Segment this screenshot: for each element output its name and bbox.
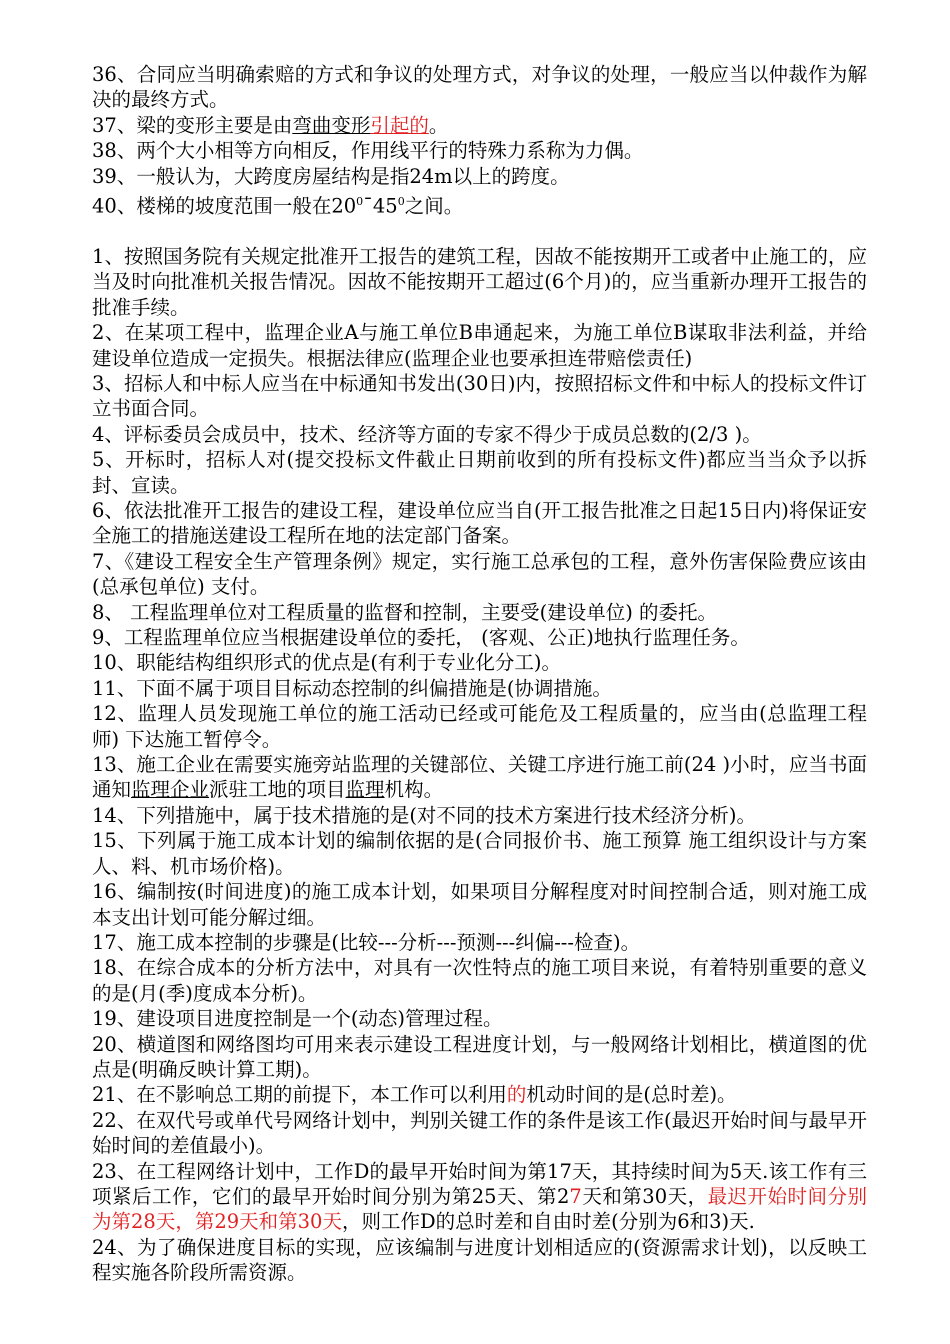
question-7: 7、《建设工程安全生产管理条例》规定，实行施工总承包的工程，意外伤害保险费应该由(总承包单位) 支付。: [92, 549, 867, 599]
question-15: 15、下列属于施工成本计划的编制依据的是(合同报价书、施工预算 施工组织设计与方案 人、料、机市场价格)。: [92, 829, 867, 878]
question-14: 14、下列措施中，属于技术措施的是(对不同的技术方案进行技术经济分析)。: [92, 803, 757, 827]
document-page: [92, 62, 867, 1286]
question-11: 11、下面不属于项目目标动态控制的纠偏措施是(协调措施。: [92, 676, 612, 700]
question-18: 18、在综合成本的分析方法中，对具有一次性特点的施工项目来说，有着特别重要的意义的是(月(季)度成本分析)。: [92, 956, 867, 1005]
question-36: 36、合同应当明确索赔的方式和争议的处理方式，对争议的处理，一般应当以仲裁作为解决的最终方式。: [92, 63, 867, 112]
section-gap: [92, 219, 867, 244]
question-39: 39、一般认为，大跨度房屋结构是指24m以上的跨度。: [92, 164, 570, 188]
question-8: 8、 工程监理单位对工程质量的监督和控制，主要受(建设单位) 的委托。: [92, 600, 718, 624]
question-40: 40、楼梯的坡度范围一般在$20^0¯45^0$之间。: [92, 194, 464, 218]
question-19: 19、建设项目进度控制是一个(动态)管理过程。: [92, 1007, 503, 1031]
question-37: 37、梁的变形主要是由弯曲变形引起的。: [92, 113, 449, 137]
question-2: 2、在某项工程中，监理企业A与施工单位B串通起来，为施工单位B谋取非法利益，并给建设单位造成一定损失。根据法律应(监理企业也要承担连带赔偿责任): [92, 321, 867, 370]
question-16: 16、编制按(时间进度)的施工成本计划，如果项目分解程度对时间控制合适，则对施工成本支出计划可能分解过细。: [92, 880, 867, 929]
question-22: 22、在双代号或单代号网络计划中，判别关键工作的条件是该工作(最迟开始时间与最早开始时间的差值最小)。: [92, 1108, 867, 1158]
question-10: 10、职能结构组织形式的优点是(有利于专业化分工)。: [92, 651, 562, 675]
question-20: 20、横道图和网络图均可用来表示建设工程进度计划，与一般网络计划相比，横道图的优点是(明确反映计算工期)。: [92, 1032, 867, 1081]
question-17: 17、施工成本控制的步骤是(比较---分析---预测---纠偏---检查)。: [92, 930, 641, 954]
question-3: 3、招标人和中标人应当在中标通知书发出(30日)内，按照招标文件和中标人的投标文件订立书面合同。: [92, 371, 867, 421]
question-23: 23、在工程网络计划中，工作D的最早开始时间为第17天，其持续时间为5天.该工作有三项紧后工作，它们的最早开始时间分别为第25天、第27天和第30天，最迟开始时间分别为第28天，第29天和第30天，则工作D的总时差和自由时差(分别为6和3)天.: [92, 1159, 867, 1234]
question-5: 5、开标时，招标人对(提交投标文件截止日期前收到的所有投标文件)都应当当众予以拆封、宣读。: [92, 448, 867, 497]
question-21: 21、在不影响总工期的前提下，本工作可以利用的机动时间的是(总时差)。: [92, 1083, 737, 1107]
question-24: 24、为了确保进度目标的实现，应该编制与进度计划相适应的(资源需求计划)，以反映工程实施各阶段所需资源。: [92, 1235, 867, 1285]
question-38: 38、两个大小相等方向相反，作用线平行的特殊力系称为力偶。: [92, 139, 644, 163]
question-6: 6、依法批准开工报告的建设工程，建设单位应当自(开工报告批准之日起15日内)将保证安全施工的措施送建设工程所在地的法定部门备案。: [92, 499, 867, 548]
question-13: 13、施工企业在需要实施旁站监理的关键部位、关键工序进行施工前(24 )小时，应当书面通知监理企业派驻工地的项目监理机构。: [92, 753, 867, 802]
question-4: 4、评标委员会成员中，技术、经济等方面的专家不得少于成员总数的(2/3 )。: [92, 422, 762, 446]
question-1: 1、按照国务院有关规定批准开工报告的建筑工程，因故不能按期开工或者中止施工的，应当及时向批准机关报告情况。因故不能按期开工超过(6个月)的，应当重新办理开工报告的批准手续。: [92, 244, 867, 319]
question-9: 9、工程监理单位应当根据建设单位的委托， (客观、公正)地执行监理任务。: [92, 626, 750, 650]
question-12: 12、监理人员发现施工单位的施工活动已经或可能危及工程质量的，应当由(总监理工程师) 下达施工暂停令。: [92, 702, 867, 751]
